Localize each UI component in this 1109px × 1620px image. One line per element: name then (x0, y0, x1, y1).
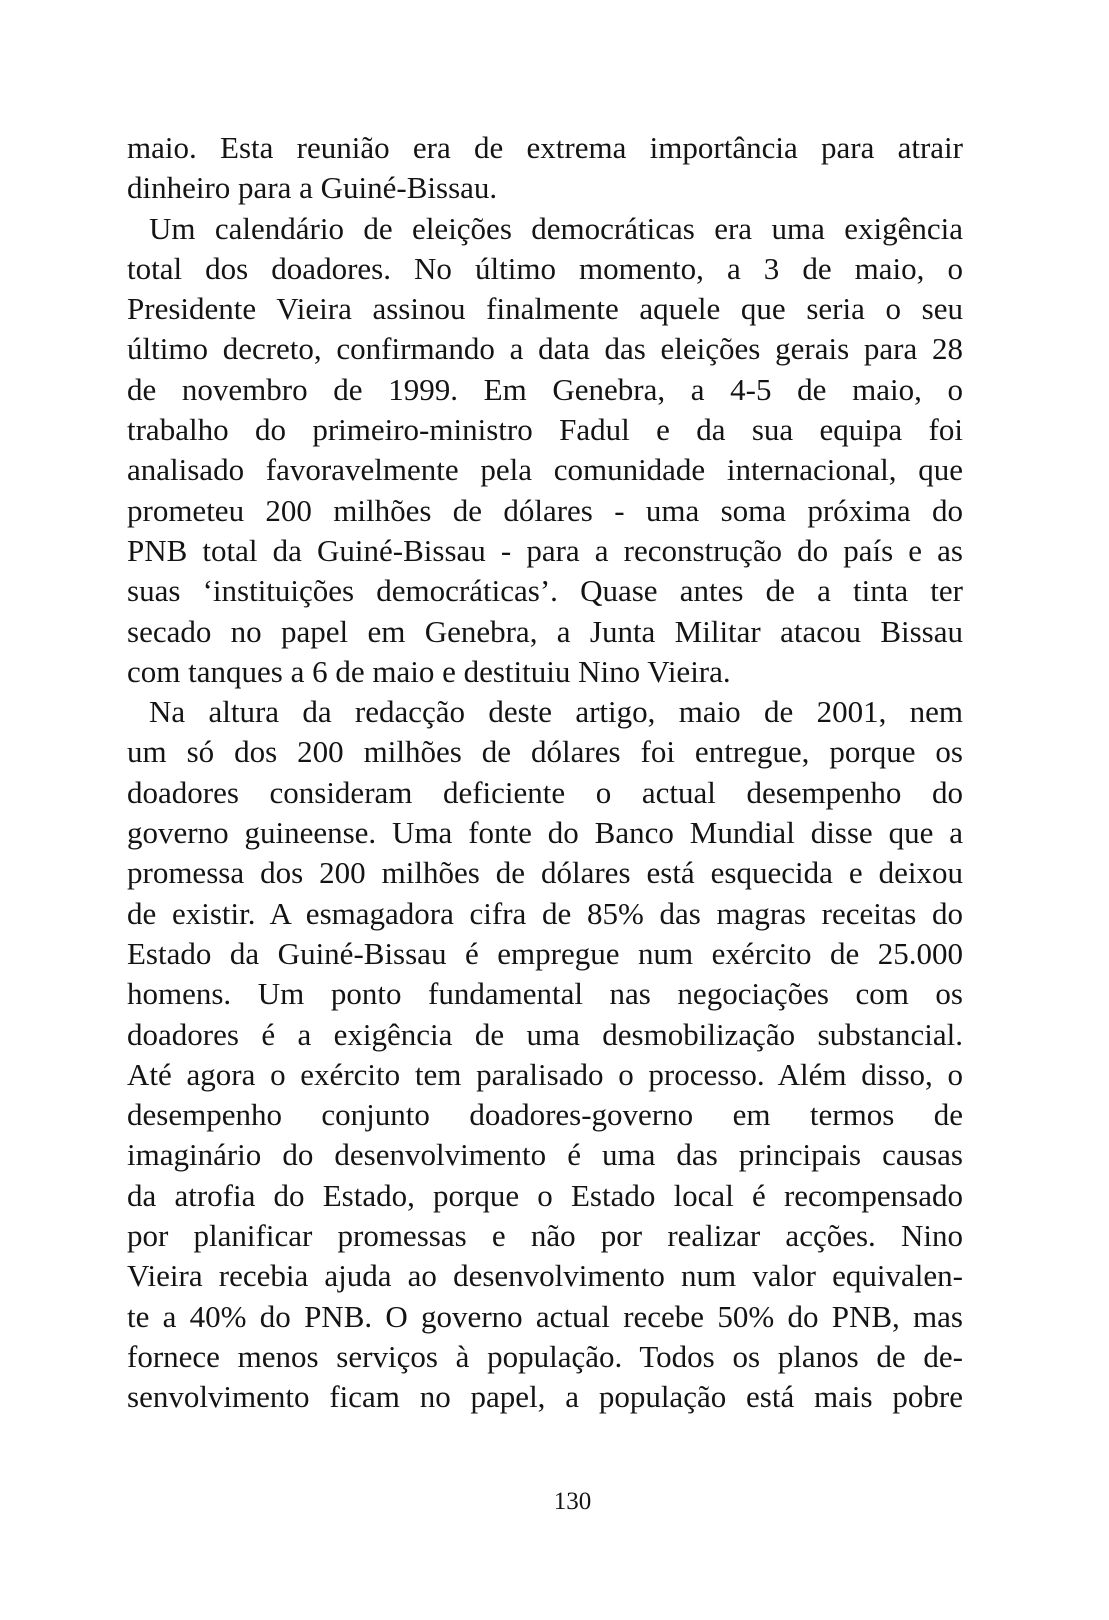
text-line: da atrofia do Estado, porque o Estado local é recompensado (127, 1177, 963, 1213)
text-line: Até agora o exército tem paralisado o processo. Além disso, o (127, 1056, 963, 1092)
text-line: de novembro de 1999. Em Genebra, a 4-5 de maio, o (127, 371, 963, 407)
text-line: governo guineense. Uma fonte do Banco Mundial disse que a (127, 815, 963, 851)
text-line: secado no papel em Genebra, a Junta Militar atacou Bissau (127, 613, 963, 649)
text-line: Na altura da redacção deste artigo, maio de 2001, nem (149, 694, 963, 730)
paragraph (127, 128, 963, 209)
text-line: Vieira recebia ajuda ao desenvolvimento num valor equivalen- (127, 1258, 963, 1294)
paragraph (127, 209, 963, 693)
text-line: desempenho conjunto doadores-governo em termos de (127, 1097, 963, 1133)
text-line: maio. Esta reunião era de extrema importância para atrair (127, 130, 963, 165)
text-line: um só dos 200 milhões de dólares foi entregue, porque os (127, 734, 963, 770)
text-line: PNB total da Guiné-Bissau - para a reconstrução do país e as (127, 532, 963, 568)
text-line: trabalho do primeiro-ministro Fadul e da sua equipa foi (127, 412, 963, 448)
text-line: homens. Um ponto fundamental nas negociações com os (127, 976, 963, 1012)
text-line: de existir. A esmagadora cifra de 85% das magras receitas do (127, 895, 963, 931)
text-line: senvolvimento ficam no papel, a população está mais pobre (127, 1379, 963, 1415)
body-text (127, 128, 963, 1418)
text-line: total dos doadores. No último momento, a 3 de maio, o (127, 250, 963, 286)
text-line: Um calendário de eleições democráticas era uma exigência (149, 210, 963, 246)
text-line: doadores é a exigência de uma desmobilização substancial. (127, 1016, 963, 1052)
text-line: último decreto, confirmando a data das eleições gerais para 28 (127, 331, 963, 367)
text-line: com tanques a 6 de maio e destituiu Nino Vieira. (127, 653, 731, 689)
text-line: Estado da Guiné-Bissau é empregue num exército de 25.000 (127, 935, 963, 971)
text-line: analisado favoravelmente pela comunidade internacional, que (127, 452, 963, 488)
text-line: imaginário do desenvolvimento é uma das principais causas (127, 1137, 963, 1173)
page-number: 130 (553, 1488, 592, 1515)
text-line: Presidente Vieira assinou finalmente aquele que seria o seu (127, 291, 963, 327)
text-line: dinheiro para a Guiné-Bissau. (127, 170, 498, 206)
text-line: promessa dos 200 milhões de dólares está esquecida e deixou (127, 855, 963, 891)
text-line: te a 40% do PNB. O governo actual recebe 50% do PNB, mas (127, 1298, 963, 1334)
text-line: por planificar promessas e não por realizar acções. Nino (127, 1218, 963, 1254)
text-line: suas ‘instituições democráticas’. Quase antes de a tinta ter (127, 573, 963, 609)
paragraph (127, 692, 963, 1417)
text-line: fornece menos serviços à população. Todos os planos de de- (127, 1338, 963, 1374)
text-line: prometeu 200 milhões de dólares - uma soma próxima do (127, 492, 963, 528)
text-line: doadores consideram deficiente o actual desempenho do (127, 774, 963, 810)
